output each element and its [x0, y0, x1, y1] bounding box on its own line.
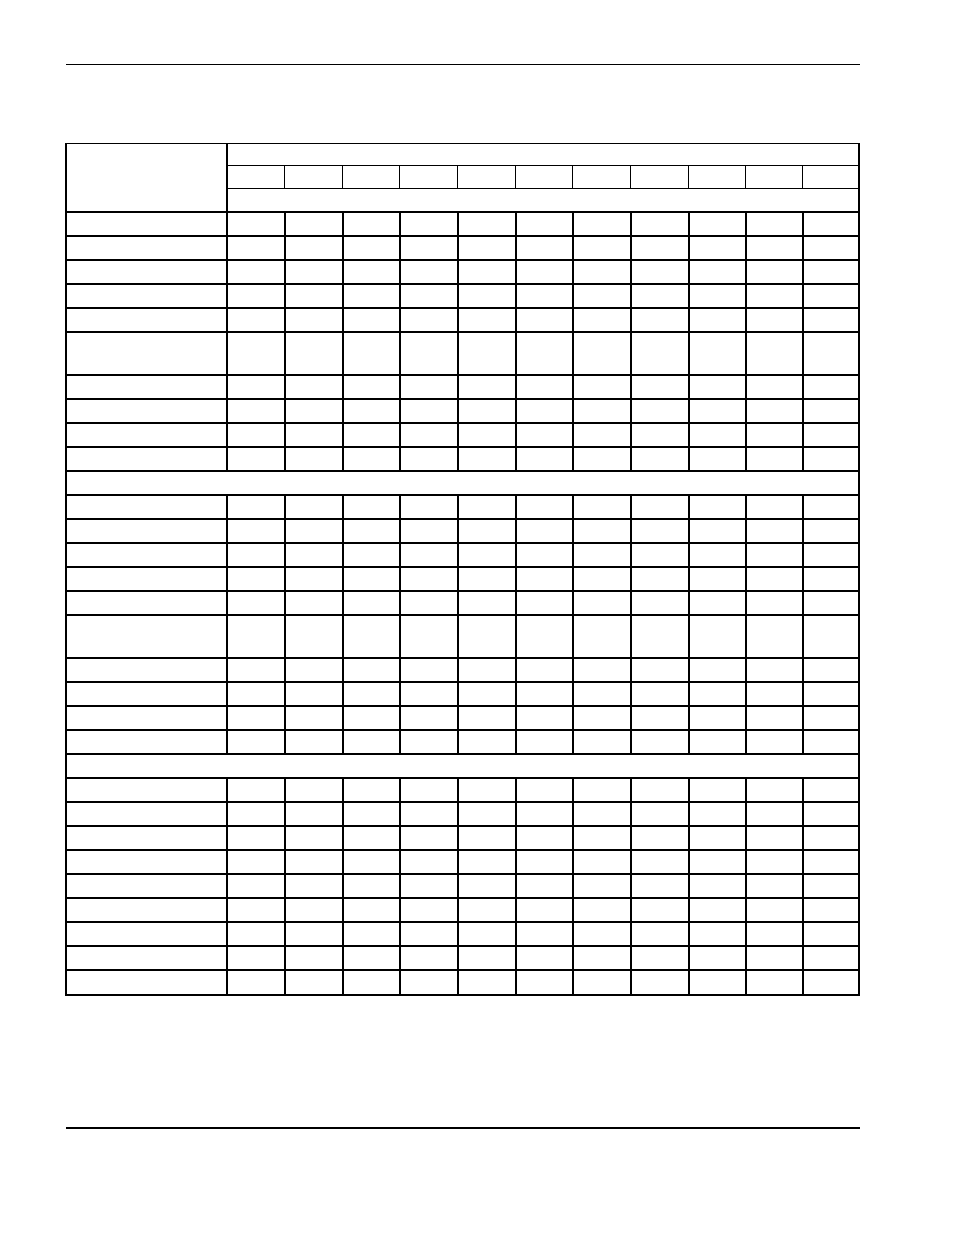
table-section-3-column-dividers — [285, 778, 803, 995]
table-outer-verticals — [66, 143, 859, 996]
page-footer-rule — [66, 1127, 860, 1129]
table-section-2-column-dividers — [285, 495, 803, 754]
table-body-rules — [66, 212, 859, 995]
table-header-column-dividers — [285, 165, 803, 188]
table-section-1-column-dividers — [285, 212, 803, 471]
table-horizontal-rules — [66, 144, 859, 189]
